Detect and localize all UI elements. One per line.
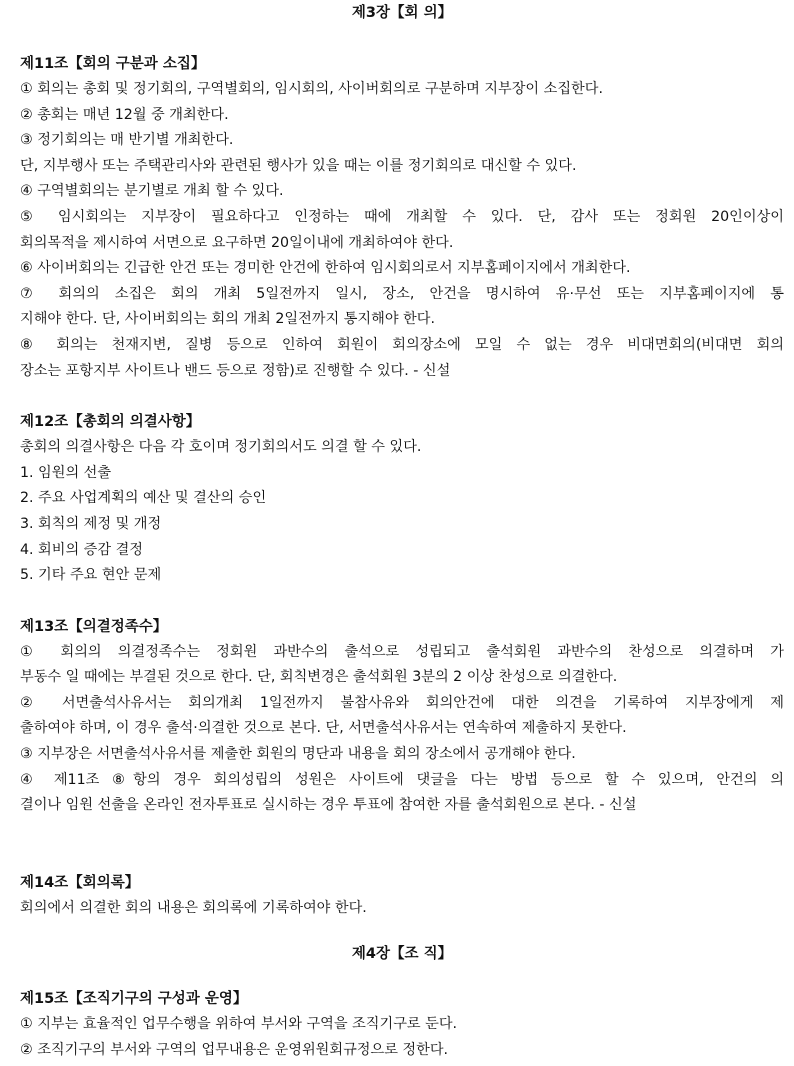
article-15-line-2: ② 조직기구의 부서와 구역의 업무내용은 운영위원회규정으로 정한다.	[20, 1042, 449, 1059]
article-13-line-3: ② 서면출석사유서는 회의개최 1일전까지 불참사유와 회의안건에 대한 의견을 기록하여 지부장에게 제	[20, 694, 784, 711]
article-13-title: 제13조【의결정족수】	[20, 618, 168, 635]
article-11-line-11: ⑧ 회의는 천재지변, 질병 등으로 인하여 회원이 회의장소에 모일 수 없는 경우 비대면회의(비대면 회의	[20, 336, 784, 353]
article-11-line-3: ③ 정기회의는 매 반기별 개최한다.	[20, 132, 234, 149]
article-13-line-2: 부동수 일 때에는 부결된 것으로 한다. 단, 회칙변경은 출석회원 3분의 2 이상 찬성으로 의결한다.	[20, 669, 618, 686]
article-11-line-5: ④ 구역별회의는 분기별로 개최 할 수 있다.	[20, 183, 284, 200]
article-11-line-6: ⑤ 임시회의는 지부장이 필요하다고 인정하는 때에 개최할 수 있다. 단, 감사 또는 정회원 20인이상이	[20, 208, 784, 225]
article-12-intro: 총회의 의결사항은 다음 각 호이며 정기회의서도 의결 할 수 있다.	[20, 439, 422, 456]
article-15-line-1: ① 지부는 효율적인 업무수행을 위하여 부서와 구역을 조직기구로 둔다.	[20, 1016, 458, 1033]
article-15-section	[20, 987, 784, 1063]
chapter-4-heading: 제4장【조 직】	[351, 946, 453, 963]
article-12-item-5: 5. 기타 주요 현안 문제	[20, 567, 162, 584]
article-12-section	[20, 410, 784, 589]
article-13-line-5: ③ 지부장은 서면출석사유서를 제출한 회원의 명단과 내용을 회의 장소에서 공개해야 한다.	[20, 746, 576, 763]
article-11-line-2: ② 총회는 매년 12월 중 개최한다.	[20, 106, 229, 123]
article-11-line-1: ① 회의는 총회 및 정기회의, 구역별회의, 임시회의, 사이버회의로 구분하며 지부장이 소집한다.	[20, 81, 603, 97]
article-11-line-10: 지해야 한다. 단, 사이버회의는 회의 개최 2일전까지 통지해야 한다.	[20, 311, 435, 328]
article-13-section	[20, 615, 784, 819]
article-11-section	[20, 52, 784, 384]
article-14-title: 제14조【회의록】	[20, 874, 140, 891]
article-13-line-4: 출하여야 하며, 이 경우 출석·의결한 것으로 본다. 단, 서면출석사유서는 연속하여 제출하지 못한다.	[20, 720, 627, 737]
article-14-section	[20, 871, 784, 922]
article-13-line-7: 결이나 임원 선출을 온라인 전자투표로 실시하는 경우 투표에 참여한 자를 출석회원으로 본다. - 신설	[20, 797, 637, 814]
article-14-text: 회의에서 의결한 회의 내용은 회의록에 기록하여야 한다.	[20, 899, 367, 916]
article-11-line-7: 회의목적을 제시하여 서면으로 요구하면 20일이내에 개최하여야 한다.	[20, 234, 454, 251]
chapter-3-heading: 제3장【회 의】	[351, 5, 453, 21]
article-12-item-4: 4. 회비의 증감 결정	[20, 541, 144, 558]
article-12-item-3: 3. 회칙의 제정 및 개정	[20, 515, 162, 532]
article-13-line-1: ① 회의의 의결정족수는 정회원 과반수의 출석으로 성립되고 출석회원 과반수의 찬성으로 의결하며 가	[20, 643, 784, 660]
article-11-line-12: 장소는 포항지부 사이트나 밴드 등으로 정함)로 진행할 수 있다. - 신설	[20, 362, 451, 379]
article-12-item-1: 1. 임원의 선출	[20, 464, 112, 481]
article-13-line-6: ④ 제11조 ⑧항의 경우 회의성립의 성원은 사이트에 댓글을 다는 방법 등으로 할 수 있으며, 안건의 의	[20, 771, 784, 788]
article-11-title: 제11조【회의 구분과 소집】	[20, 56, 206, 72]
article-11-line-8: ⑥ 사이버회의는 긴급한 안건 또는 경미한 안건에 한하여 임시회의로서 지부홈페이지에서 개최한다.	[20, 260, 631, 277]
article-11-line-9: ⑦ 회의의 소집은 회의 개최 5일전까지 일시, 장소, 안건을 명시하여 유·무선 또는 지부홈페이지에 통	[20, 285, 784, 302]
article-15-title: 제15조【조직기구의 구성과 운영】	[20, 991, 248, 1008]
article-11-line-4: 단, 지부행사 또는 주택관리사와 관련된 행사가 있을 때는 이를 정기회의로 대신할 수 있다.	[20, 157, 577, 174]
article-12-item-2: 2. 주요 사업계획의 예산 및 결산의 승인	[20, 490, 267, 507]
article-12-title: 제12조【총회의 의결사항】	[20, 414, 201, 431]
